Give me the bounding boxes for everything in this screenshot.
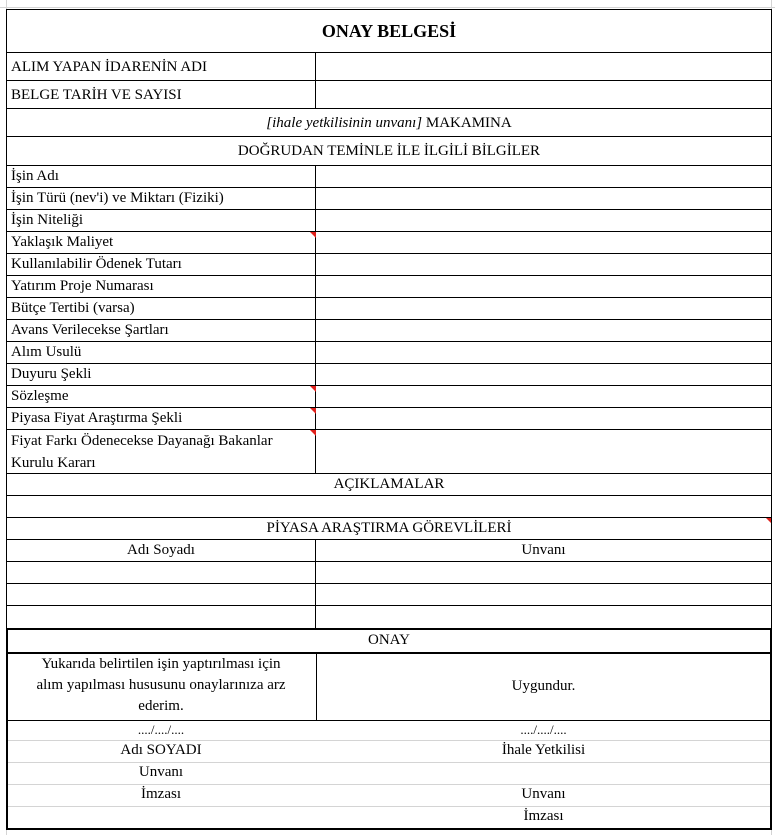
info-row-value-cell[interactable] — [316, 276, 772, 298]
comment-marker-icon[interactable] — [310, 386, 316, 392]
staff-column-header-title[interactable]: Unvanı — [316, 540, 772, 562]
info-row-value-cell[interactable] — [316, 298, 772, 320]
grid-line — [8, 784, 770, 785]
info-row-label[interactable]: Bütçe Tertibi (varsa) — [6, 298, 316, 320]
authority-signature[interactable]: İmzası — [523, 808, 564, 824]
info-row-value-cell[interactable] — [316, 188, 772, 210]
info-row-value-cell[interactable] — [316, 430, 772, 474]
approval-heading[interactable]: ONAY — [368, 632, 410, 648]
price-difference-label[interactable] — [6, 430, 316, 474]
info-row-value-cell[interactable] — [316, 408, 772, 430]
info-row-value-cell[interactable] — [316, 386, 772, 408]
price-difference-line: Fiyat Farkı Ödenecekse Dayanağı Bakanlar — [11, 433, 273, 449]
issuer-value-cell[interactable] — [316, 53, 772, 81]
approval-request-line: alım yapılması hususunu onaylarınıza arz — [36, 677, 286, 693]
info-row-label[interactable]: Sözleşme — [6, 386, 316, 408]
section-info-heading[interactable]: DOĞRUDAN TEMİNLE İLE İLGİLİ BİLGİLER — [6, 137, 772, 166]
document-date-value-cell[interactable] — [316, 81, 772, 109]
info-row-label[interactable]: Kullanılabilir Ödenek Tutarı — [6, 254, 316, 276]
requester-name[interactable]: Adı SOYADI — [120, 742, 202, 758]
addressee-row[interactable] — [6, 109, 772, 137]
price-difference-line: Kurulu Kararı — [11, 455, 96, 471]
info-row-value-cell[interactable] — [316, 232, 772, 254]
info-row-label[interactable]: Duyuru Şekli — [6, 364, 316, 386]
grid-line — [8, 762, 770, 763]
grid-line — [0, 7, 775, 8]
requester-date[interactable]: ..../..../.... — [137, 722, 185, 737]
page-title: ONAY BELGESİ — [6, 9, 772, 53]
info-row-label[interactable]: İşin Niteliği — [6, 210, 316, 232]
approval-request-text[interactable] — [8, 652, 314, 720]
approval-consent-text[interactable]: Uygundur. — [511, 678, 576, 694]
info-row-label[interactable]: Yaklaşık Maliyet — [6, 232, 316, 254]
authority-label[interactable]: İhale Yetkilisi — [501, 742, 586, 758]
authority-date[interactable]: ..../..../.... — [520, 722, 567, 737]
section-staff-heading[interactable]: PİYASA ARAŞTIRMA GÖREVLİLERİ — [6, 518, 772, 540]
addressee-suffix: MAKAMINA — [425, 115, 512, 131]
info-row-label[interactable]: Alım Usulü — [6, 342, 316, 364]
authority-title[interactable]: Unvanı — [521, 786, 566, 802]
staff-title-cell[interactable] — [316, 606, 772, 628]
info-row-value-cell[interactable] — [316, 254, 772, 276]
info-row-label[interactable]: İşin Türü (nev'i) ve Miktarı (Fiziki) — [6, 188, 316, 210]
staff-title-cell[interactable] — [316, 562, 772, 584]
notes-cell[interactable] — [6, 496, 772, 518]
staff-name-cell[interactable] — [6, 606, 316, 628]
approval-request-line: ederim. — [138, 698, 184, 714]
approval-request-line: Yukarıda belirtilen işin yaptırılması için — [41, 656, 281, 672]
info-row-value-cell[interactable] — [316, 166, 772, 188]
staff-title-cell[interactable] — [316, 584, 772, 606]
comment-marker-icon[interactable] — [310, 232, 316, 238]
comment-marker-icon[interactable] — [310, 430, 316, 436]
info-row-value-cell[interactable] — [316, 210, 772, 232]
grid-line — [8, 740, 770, 741]
grid-line — [8, 806, 770, 807]
issuer-label[interactable]: ALIM YAPAN İDARENİN ADI — [6, 53, 316, 81]
info-row-value-cell[interactable] — [316, 364, 772, 386]
staff-name-cell[interactable] — [6, 562, 316, 584]
comment-marker-icon[interactable] — [310, 408, 316, 414]
requester-signature[interactable]: İmzası — [141, 786, 181, 802]
info-row-label[interactable]: Yatırım Proje Numarası — [6, 276, 316, 298]
info-row-value-cell[interactable] — [316, 320, 772, 342]
document-date-label[interactable]: BELGE TARİH VE SAYISI — [6, 81, 316, 109]
info-row-label[interactable]: Piyasa Fiyat Araştırma Şekli — [6, 408, 316, 430]
staff-name-cell[interactable] — [6, 584, 316, 606]
info-row-value-cell[interactable] — [316, 342, 772, 364]
info-row-label[interactable]: Avans Verilecekse Şartları — [6, 320, 316, 342]
section-notes-heading[interactable]: AÇIKLAMALAR — [6, 474, 772, 496]
staff-column-header-name[interactable]: Adı Soyadı — [6, 540, 316, 562]
requester-title[interactable]: Unvanı — [138, 764, 184, 780]
info-row-label[interactable]: İşin Adı — [6, 166, 316, 188]
addressee-placeholder: [ihale yetkilisinin unvanı] — [266, 115, 423, 131]
